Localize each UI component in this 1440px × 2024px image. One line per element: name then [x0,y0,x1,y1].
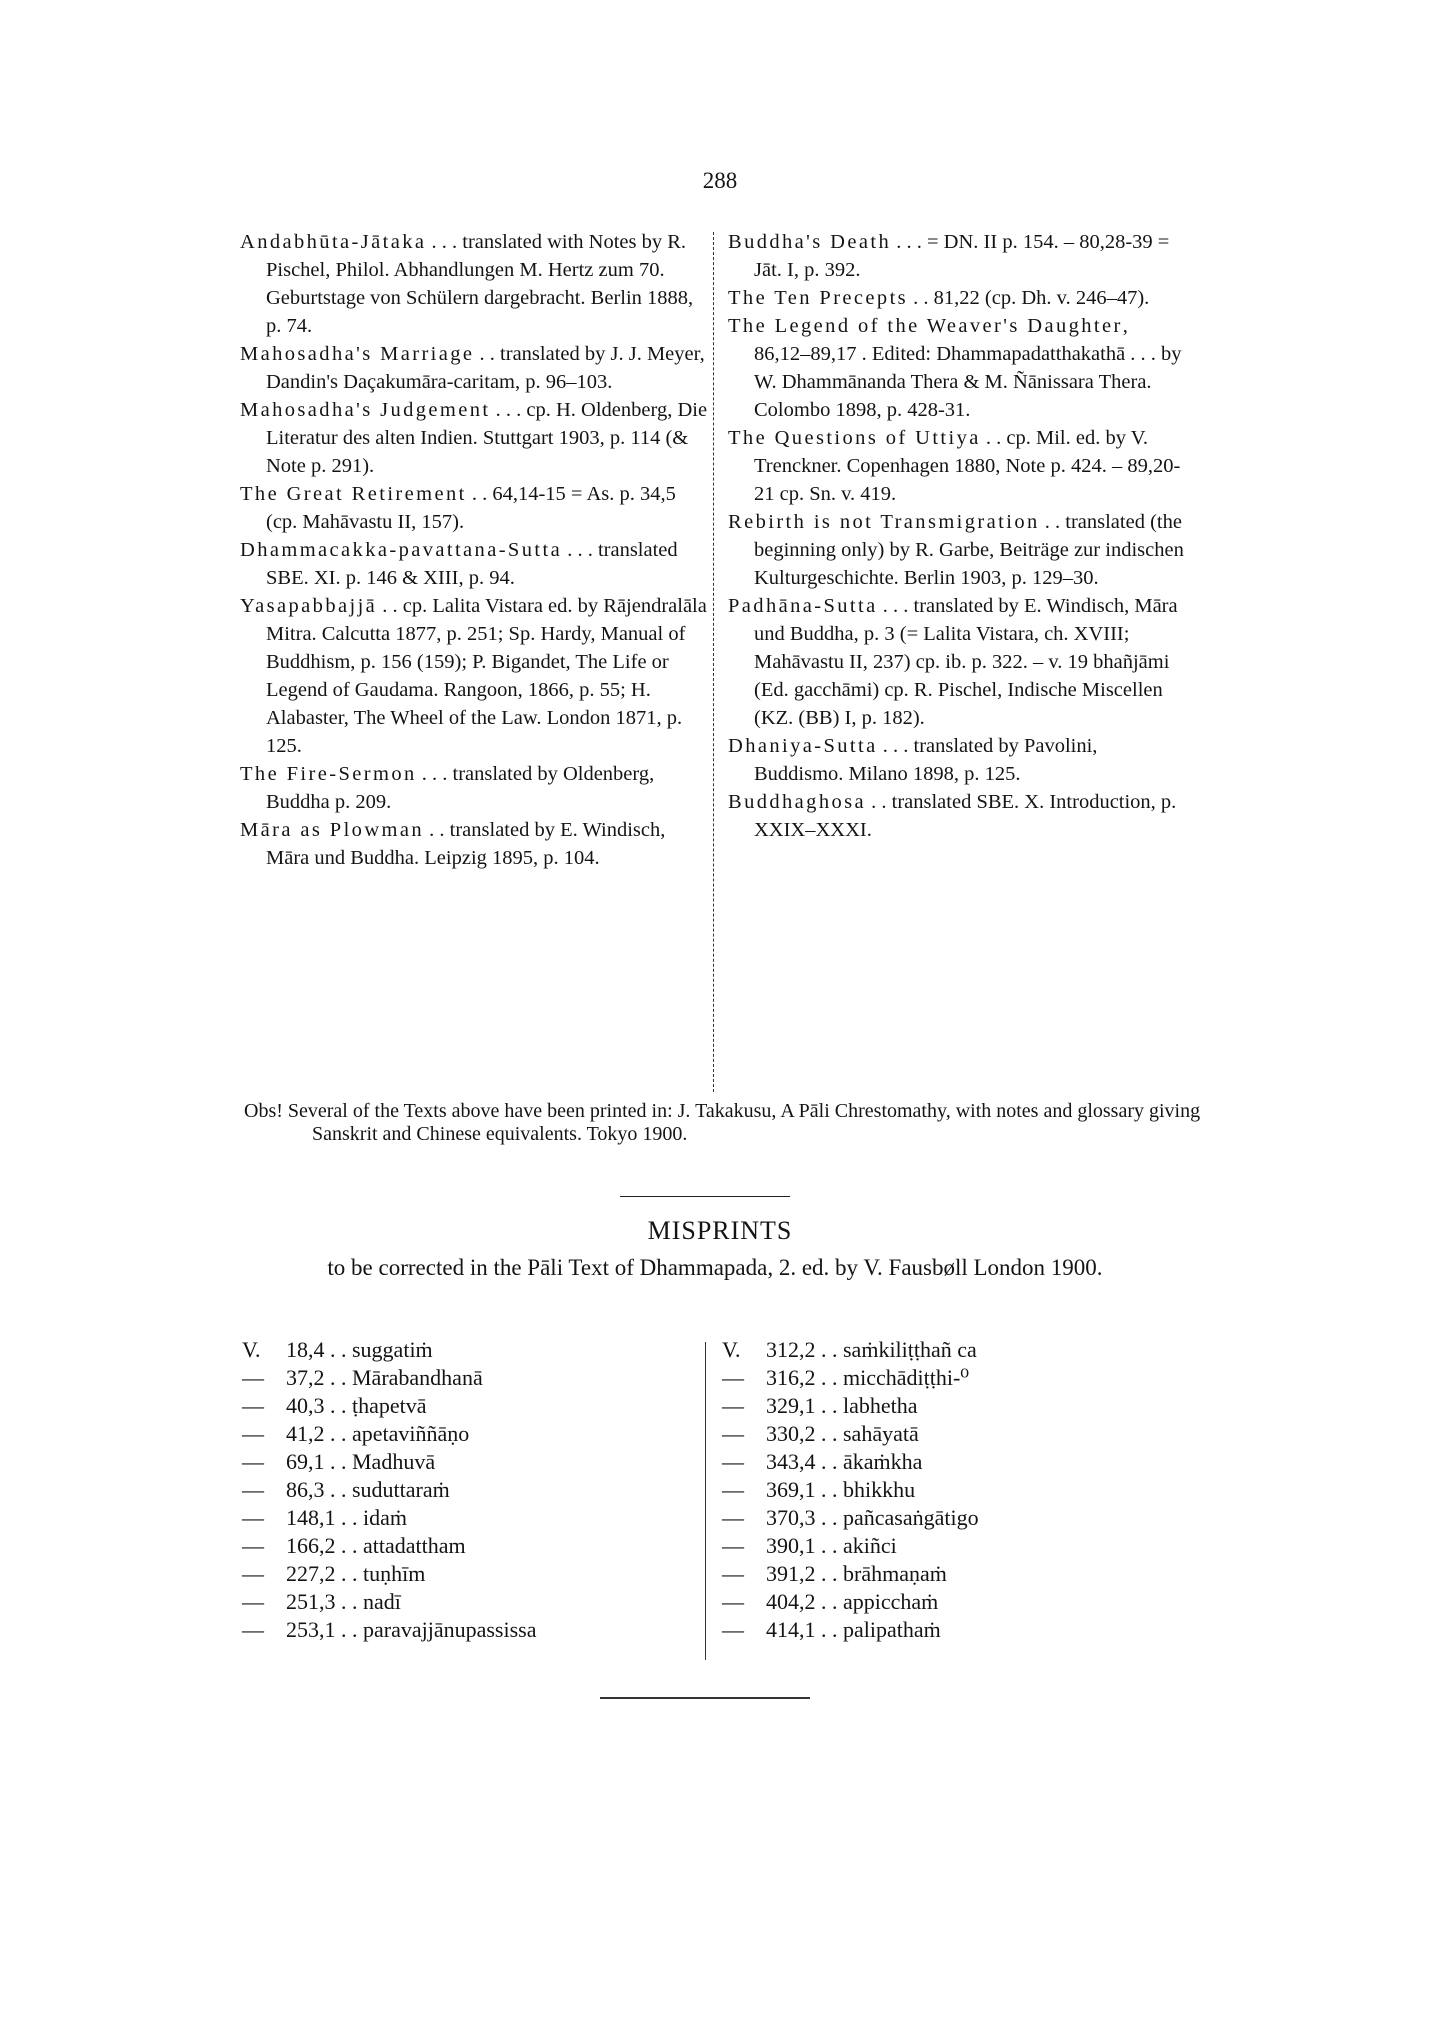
row-mark: — [722,1421,744,1446]
row-mark: — [242,1449,264,1474]
entry-title: Padhāna-Sutta [728,595,878,617]
row-mark: — [722,1617,744,1642]
verse-ref: 86,3 [286,1477,325,1502]
verse-ref: 251,3 [286,1589,336,1614]
verse-ref: 148,1 [286,1505,336,1530]
verse-ref: 69,1 [286,1449,325,1474]
correction: ṭhapetvā [352,1393,427,1418]
entry-text: . . . translated with Notes by R. Pischel, Philol. Abhandlungen M. Hertz zum 70. Geburtstage von Schülern dargebracht. Berlin 1888, p. 74. [266,231,694,337]
misprint-row: — 390,1 . . akiñci [722,1533,897,1558]
row-mark: V. [722,1337,741,1362]
verse-ref: 390,1 [766,1533,816,1558]
row-mark: — [722,1365,744,1390]
entry-title: The Great Retirement [240,483,467,505]
misprint-row: — 227,2 . . tuṇhīm [242,1561,426,1586]
misprint-row: — 343,4 . . ākaṁkha [722,1449,923,1474]
entry-title: Buddhaghosa [728,791,866,813]
misprint-row: V. 312,2 . . saṁkiliṭṭhañ ca [722,1337,977,1362]
correction: paravajjānupassissa [363,1617,537,1642]
entry-title: Andabhūta-Jātaka [240,231,427,253]
row-mark: — [722,1393,744,1418]
entry-text: . . . translated by Oldenberg, Buddha p. 209. [266,763,655,813]
correction: labhetha [843,1393,918,1418]
entry-text: . . translated SBE. X. Introduction, p. XXIX–XXXI. [754,791,1177,841]
misprint-row: — 86,3 . . suduttaraṁ [242,1477,450,1502]
row-mark: — [722,1589,744,1614]
column-divider [713,232,714,1092]
entry [728,788,1188,844]
verse-ref: 41,2 [286,1421,325,1446]
correction: idaṁ [363,1505,407,1530]
row-mark: — [242,1617,264,1642]
entry-text: . . cp. Lalita Vistara ed. by Rājendralāla Mitra. Calcutta 1877, p. 251; Sp. Hardy, Manual of Buddhism, p. 156 (159); P. Bigandet, The Life or Legend of Gaudama. Rangoon, 1866, p. 55; H. Alabaster, The Wheel of the Law. London 1871, p. 125. [266,595,707,757]
entry [240,396,710,480]
verse-ref: 370,3 [766,1505,816,1530]
row-mark: — [722,1533,744,1558]
entry-text: . . . translated by E. Windisch, Māra und Buddha, p. 3 (= Lalita Vistara, ch. XVIII; Mahāvastu II, 237) cp. ib. p. 322. – v. 19 bhañjāmi (Ed. gacchāmi) cp. R. Pischel, Indische Miscellen (KZ. (BB) I, p. 182). [754,595,1178,729]
misprint-row: — 41,2 . . apetaviññāṇo [242,1421,470,1446]
verse-ref: 253,1 [286,1617,336,1642]
row-mark: — [242,1589,264,1614]
misprint-row: — 330,2 . . sahāyatā [722,1421,919,1446]
entry [240,760,710,816]
misprint-row: — 40,3 . . ṭhapetvā [242,1393,427,1418]
entry-text: , 86,12–89,17 . Edited: Dhammapadatthakathā . . . by W. Dhammānanda Thera & M. Ñānissara Thera. Colombo 1898, p. 428-31. [754,315,1182,421]
entry [728,424,1188,508]
verse-ref: 40,3 [286,1393,325,1418]
entry-text: . . 81,22 (cp. Dh. v. 246–47). [908,287,1150,309]
misprint-row: — 404,2 . . appicchaṁ [722,1589,939,1614]
verse-ref: 369,1 [766,1477,816,1502]
verse-ref: 330,2 [766,1421,816,1446]
entry-title: Māra as Plowman [240,819,425,841]
row-mark: — [722,1561,744,1586]
misprints-subtitle: to be corrected in the Pāli Text of Dhammapada, 2. ed. by V. Fausbøll London 1900. [327,1255,1103,1280]
entry-text: . . cp. Mil. ed. by V. Trenckner. Copenhagen 1880, Note p. 424. – 89,20-21 cp. Sn. v. 419. [754,427,1181,505]
misprints-title: MISPRINTS [647,1216,793,1245]
misprint-row: — 329,1 . . labhetha [722,1393,918,1418]
entry-title: Mahosadha's Marriage [240,343,475,365]
verse-ref: 37,2 [286,1365,325,1390]
entry [728,284,1188,312]
row-mark: — [242,1393,264,1418]
row-mark: — [242,1421,264,1446]
misprint-row: — 37,2 . . Mārabandhanā [242,1365,483,1390]
entry-text: . . translated (the beginning only) by R. Garbe, Beiträge zur indischen Kulturgeschichte. Berlin 1903, p. 129–30. [754,511,1184,589]
verse-ref: 312,2 [766,1337,816,1362]
entry-title: Dhammacakka-pavattana-Sutta [240,539,563,561]
row-mark: — [722,1449,744,1474]
correction: brāhmaṇaṁ [843,1561,947,1586]
correction: nadī [363,1589,401,1614]
verse-ref: 391,2 [766,1561,816,1586]
correction: tuṇhīm [363,1561,426,1586]
entry-title: Buddha's Death [728,231,892,253]
verse-ref: 329,1 [766,1393,816,1418]
verse-ref: 18,4 [286,1337,325,1362]
entry-text: . . translated by J. J. Meyer, Dandin's Daçakumāra-caritam, p. 96–103. [266,343,705,393]
correction: appicchaṁ [843,1589,939,1614]
correction: apetaviññāṇo [352,1421,470,1446]
row-mark: — [722,1505,744,1530]
entry-title: Mahosadha's Judgement [240,399,491,421]
row-mark: — [242,1561,264,1586]
right-column [728,228,1188,844]
left-column [240,228,710,872]
entry [728,508,1188,592]
correction: Madhuvā [352,1449,436,1474]
entry-title: The Fire-Sermon [240,763,417,785]
misprints-left-list [242,1336,712,1644]
entry-text: . . . = DN. II p. 154. – 80,28-39 = Jāt. I, p. 392. [754,231,1170,281]
end-rule [600,1697,810,1699]
misprint-row: — 253,1 . . paravajjānupassissa [242,1617,537,1642]
entry [240,340,710,396]
correction: bhikkhu [843,1477,916,1502]
entry-text: . . . translated by Pavolini, Buddismo. Milano 1898, p. 125. [754,735,1098,785]
verse-ref: 414,1 [766,1617,816,1642]
misprint-row: — 316,2 . . micchādiṭṭhi-⁰ [722,1365,970,1390]
entry-text: . . . cp. H. Oldenberg, Die Literatur des alten Indien. Stuttgart 1903, p. 114 (& Note p. 291). [266,399,708,477]
entry-title: The Legend of the Weaver's Daughter [728,315,1123,337]
correction: Mārabandhanā [352,1365,483,1390]
verse-ref: 343,4 [766,1449,816,1474]
entry [728,732,1188,788]
correction: suduttaraṁ [352,1477,450,1502]
misprints-right-list [722,1336,1182,1644]
row-mark: — [242,1365,264,1390]
entry [240,228,710,340]
correction: akiñci [843,1533,897,1558]
row-mark: — [242,1505,264,1530]
row-mark: — [242,1533,264,1558]
row-mark: — [722,1477,744,1502]
verse-ref: 404,2 [766,1589,816,1614]
entry [728,228,1188,284]
entry-text: . . . translated SBE. XI. p. 146 & XIII, p. 94. [266,539,678,589]
entry [240,592,710,760]
entry [240,816,710,872]
misprint-row: — 369,1 . . bhikkhu [722,1477,916,1502]
misprint-row: — 414,1 . . palipathaṁ [722,1617,941,1642]
entry-title: Dhaniya-Sutta [728,735,878,757]
entry [240,480,710,536]
correction: sahāyatā [843,1421,919,1446]
section-divider [620,1196,790,1197]
entry [240,536,710,592]
entry-text: . . translated by E. Windisch, Māra und Buddha. Leipzig 1895, p. 104. [266,819,666,869]
correction: pañcasaṅgātigo [843,1505,979,1530]
verse-ref: 166,2 [286,1533,336,1558]
obs-note: Obs! Several of the Texts above have been printed in: J. Takakusu, A Pāli Chrestomathy, with notes and glossary giving Sanskrit and Chinese equivalents. Tokyo 1900. [244,1100,1201,1145]
page-number: 288 [702,168,738,193]
entry [728,592,1188,732]
correction: ākaṁkha [843,1449,923,1474]
correction: micchādiṭṭhi-⁰ [843,1365,970,1390]
misprint-row: — 166,2 . . attadattham [242,1533,466,1558]
misprint-row: — 148,1 . . idaṁ [242,1505,407,1530]
verse-ref: 316,2 [766,1365,816,1390]
entry-title: The Questions of Uttiya [728,427,981,449]
entry-title: Rebirth is not Transmigration [728,511,1040,533]
correction: attadattham [363,1533,466,1558]
misprint-row: — 251,3 . . nadī [242,1589,401,1614]
entry [728,312,1188,424]
misprint-row: — 69,1 . . Madhuvā [242,1449,436,1474]
misprint-row: — 370,3 . . pañcasaṅgātigo [722,1505,979,1530]
verse-ref: 227,2 [286,1561,336,1586]
correction: saṁkiliṭṭhañ ca [843,1337,977,1362]
entry-text: . . 64,14-15 = As. p. 34,5 (cp. Mahāvastu II, 157). [266,483,676,533]
row-mark: V. [242,1337,261,1362]
misprint-row: — 391,2 . . brāhmaṇaṁ [722,1561,947,1586]
entry-title: The Ten Precepts [728,287,909,309]
correction: palipathaṁ [843,1617,941,1642]
correction: suggatiṁ [352,1337,433,1362]
row-mark: — [242,1477,264,1502]
misprint-row: V. 18,4 . . suggatiṁ [242,1337,433,1362]
entry-title: Yasapabbajjā [240,595,378,617]
